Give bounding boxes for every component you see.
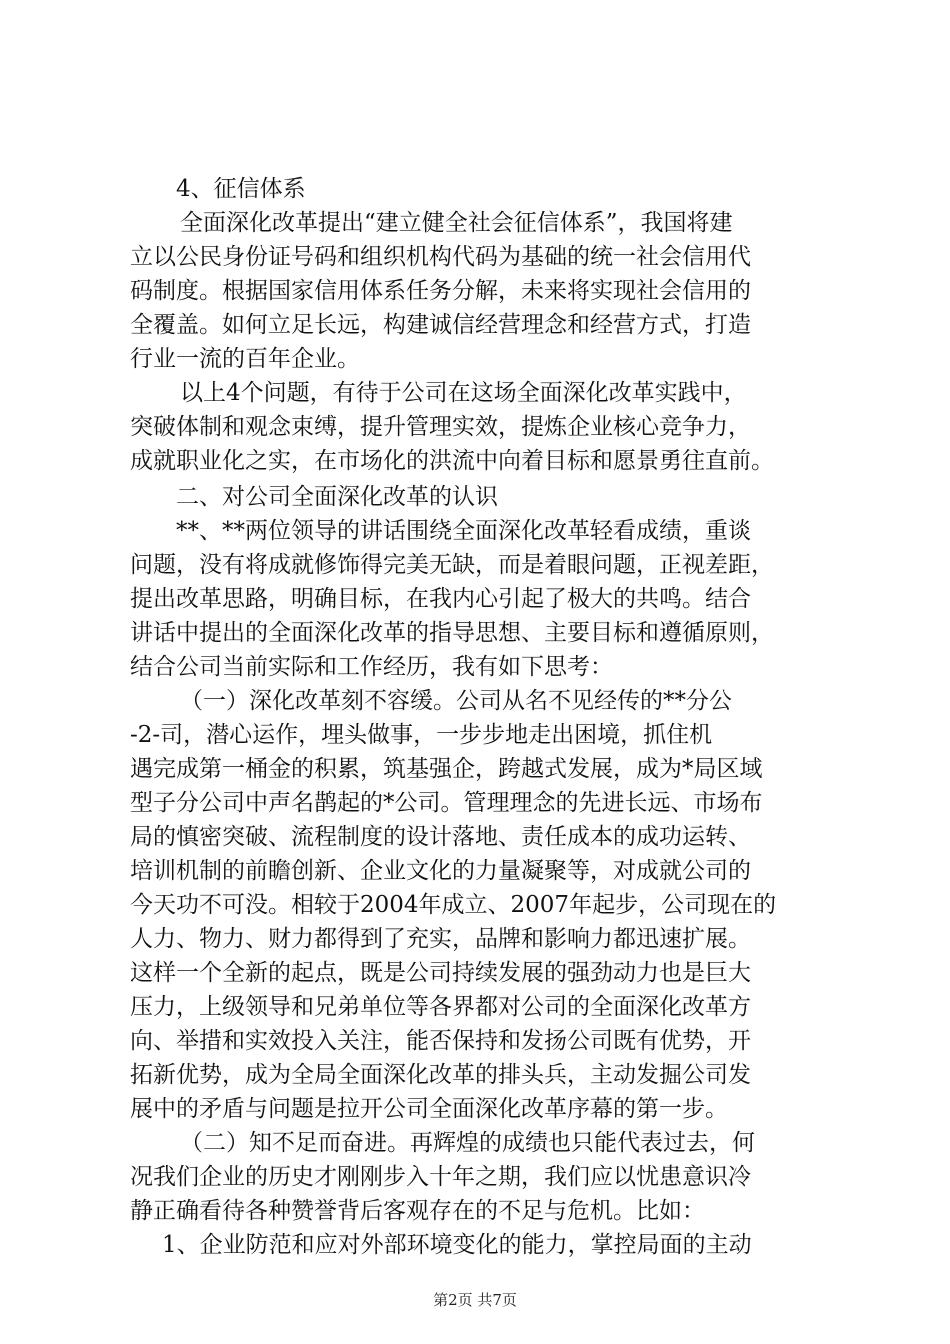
paragraph-line: 压力，上级领导和兄弟单位等各界都对公司的全面深化改革方 — [130, 994, 751, 1020]
paragraph-line: 结合公司当前实际和工作经历，我有如下思考： — [130, 654, 613, 680]
paragraph-line: 向、举措和实效投入关注，能否保持和发扬公司既有优势，开 — [130, 1028, 751, 1054]
paragraph-line: 成就职业化之实，在市场化的洪流中向着目标和愿景勇往直前。 — [130, 448, 774, 474]
paragraph-line: 行业一流的百年企业。 — [130, 346, 360, 372]
paragraph-line: 局的慎密突破、流程制度的设计落地、责任成本的成功运转、 — [130, 824, 751, 850]
paragraph-line: 突破体制和观念束缚，提升管理实效，提炼企业核心竞争力， — [130, 414, 751, 440]
paragraph-line: 提出改革思路，明确目标，在我内心引起了极大的共鸣。结合 — [130, 586, 751, 612]
paragraph-line: 拓新优势，成为全局全面深化改革的排头兵，主动发掘公司发 — [130, 1062, 751, 1088]
paragraph-line: **、**两位领导的讲话围绕全面深化改革轻看成绩，重谈 — [176, 518, 751, 544]
page-footer: 第2页 共7页 — [433, 1291, 517, 1309]
paragraph-line: 问题，没有将成就修饰得完美无缺，而是着眼问题，正视差距， — [130, 552, 774, 578]
paragraph-line: 全面深化改革提出“建立健全社会征信体系”，我国将建 — [180, 210, 733, 236]
paragraph-line: 以上4个问题，有待于公司在这场全面深化改革实践中， — [180, 380, 747, 406]
paragraph-line: 遇完成第一桶金的积累，筑基强企，跨越式发展，成为*局区域 — [130, 756, 763, 782]
paragraph-line: 展中的矛盾与问题是拉开公司全面深化改革序幕的第一步。 — [130, 1096, 728, 1122]
paragraph-line: 今天功不可没。相较于2004年成立、2007年起步，公司现在的 — [130, 892, 777, 918]
paragraph-line: 1、企业防范和应对外部环境变化的能力，掌控局面的主动 — [162, 1232, 752, 1258]
paragraph-line: 型子分公司中声名鹊起的*公司。管理理念的先进长远、市场布 — [130, 790, 763, 816]
paragraph-line: 立以公民身份证号码和组织机构代码为基础的统一社会信用代 — [130, 244, 751, 270]
paragraph-line: （一）深化改革刻不容缓。公司从名不见经传的**分公 — [180, 688, 732, 714]
section-heading: 二、对公司全面深化改革的认识 — [176, 484, 498, 510]
paragraph-line: 这样一个全新的起点，既是公司持续发展的强劲动力也是巨大 — [130, 960, 751, 986]
paragraph-line: 码制度。根据国家信用体系任务分解，未来将实现社会信用的 — [130, 278, 751, 304]
paragraph-line: 人力、物力、财力都得到了充实，品牌和影响力都迅速扩展。 — [130, 926, 751, 952]
paragraph-line: 况我们企业的历史才刚刚步入十年之期，我们应以忧患意识冷 — [130, 1164, 751, 1190]
paragraph-line: 讲话中提出的全面深化改革的指导思想、主要目标和遵循原则， — [130, 620, 774, 646]
paragraph-line: （二）知不足而奋进。再辉煌的成绩也只能代表过去，何 — [180, 1130, 755, 1156]
section-heading: 4、征信体系 — [176, 176, 306, 202]
paragraph-line: -2-司，潜心运作，埋头做事，一步步地走出困境，抓住机 — [130, 722, 713, 748]
paragraph-line: 全覆盖。如何立足长远，构建诚信经营理念和经营方式，打造 — [130, 312, 751, 338]
paragraph-line: 静正确看待各种赞誉背后客观存在的不足与危机。比如： — [130, 1198, 705, 1224]
paragraph-line: 培训机制的前瞻创新、企业文化的力量凝聚等，对成就公司的 — [130, 858, 751, 884]
